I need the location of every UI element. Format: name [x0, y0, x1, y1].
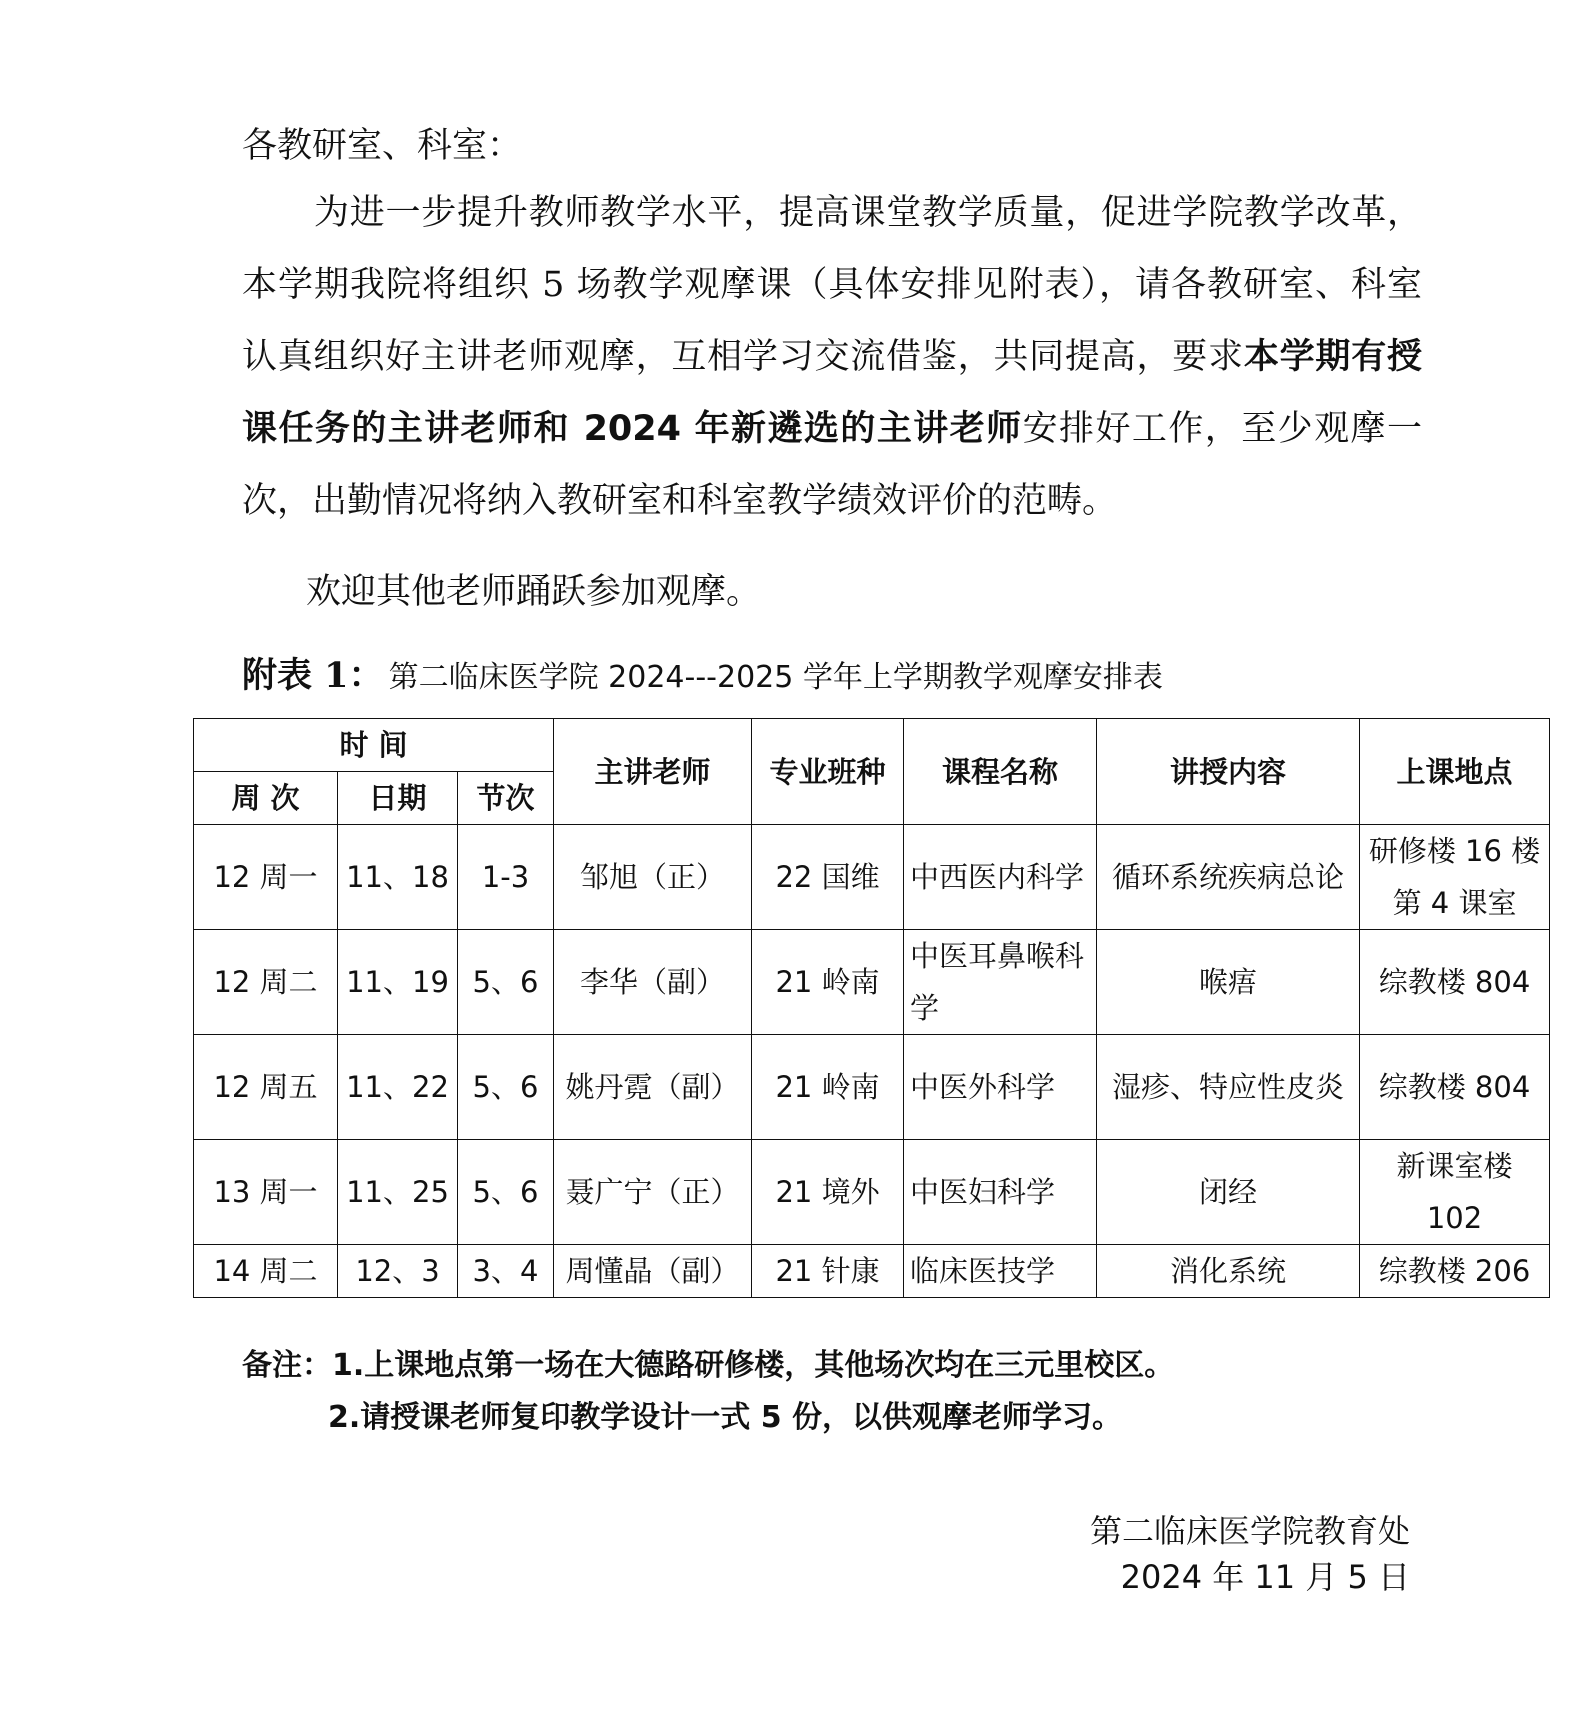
cell-date: 11、18 — [338, 825, 458, 930]
body-text-a: 为进一步提升教师教学水平，提高课堂教学质量，促进学院教学改革，本学期我院将组织 5 场教学观摩课（具体安排见附表），请各教研室、科室认真组织好主讲老师观摩，互相学习交流借鉴，共同提高，要求 — [242, 193, 1422, 377]
cell-period: 1-3 — [458, 825, 554, 930]
body-paragraph — [242, 177, 1422, 537]
header-course: 课程名称 — [904, 719, 1097, 825]
cell-location: 研修楼 16 楼第 4 课室 — [1360, 825, 1550, 930]
cell-content: 湿疹、特应性皮炎 — [1097, 1035, 1360, 1140]
header-week: 周 次 — [194, 772, 338, 825]
cell-course: 临床医技学 — [904, 1245, 1097, 1298]
header-teacher: 主讲老师 — [554, 719, 752, 825]
cell-class: 21 针康 — [752, 1245, 904, 1298]
cell-course: 中西医内科学 — [904, 825, 1097, 930]
annex-label: 附表 1： — [242, 655, 384, 696]
cell-period: 3、4 — [458, 1245, 554, 1298]
annex-title: 第二临床医学院 2024---2025 学年上学期教学观摩安排表 — [388, 660, 1163, 695]
cell-period: 5、6 — [458, 1035, 554, 1140]
header-location: 上课地点 — [1360, 719, 1550, 825]
welcome-line: 欢迎其他老师踊跃参加观摩。 — [306, 572, 762, 612]
header-period: 节次 — [458, 772, 554, 825]
body-text-c: 安排好工作，至少观摩一次，出勤情况将纳入教研室和科室教学绩效评价的范畴。 — [242, 409, 1422, 521]
cell-location: 综教楼 206 — [1360, 1245, 1550, 1298]
note-1: 备注：1.上课地点第一场在大德路研修楼，其他场次均在三元里校区。 — [242, 1348, 1175, 1383]
body-text-emphasis: 本学期有授课任务的主讲老师和 2024 年新遴选的主讲老师 — [242, 337, 1422, 449]
signature-date: 2024 年 11 月 5 日 — [1120, 1558, 1410, 1596]
cell-course: 中医外科学 — [904, 1035, 1097, 1140]
salutation: 各教研室、科室： — [242, 126, 523, 166]
annex-heading — [242, 654, 1163, 704]
cell-teacher: 聂广宁（正） — [554, 1140, 752, 1245]
signature-org: 第二临床医学院教育处 — [1089, 1512, 1410, 1550]
cell-location: 新课室楼 102 — [1360, 1140, 1550, 1245]
cell-class: 21 岭南 — [752, 1035, 904, 1140]
cell-week: 12 周五 — [194, 1035, 338, 1140]
cell-date: 11、25 — [338, 1140, 458, 1245]
schedule-table — [193, 718, 1550, 1298]
cell-week: 14 周二 — [194, 1245, 338, 1298]
cell-week: 12 周一 — [194, 825, 338, 930]
cell-date: 12、3 — [338, 1245, 458, 1298]
cell-course: 中医耳鼻喉科学 — [904, 930, 1097, 1035]
cell-class: 21 岭南 — [752, 930, 904, 1035]
cell-week: 12 周二 — [194, 930, 338, 1035]
cell-location: 综教楼 804 — [1360, 1035, 1550, 1140]
cell-teacher: 邹旭（正） — [554, 825, 752, 930]
note-2: 2.请授课老师复印教学设计一式 5 份，以供观摩老师学习。 — [328, 1400, 1123, 1435]
table-row — [194, 1140, 1550, 1245]
header-time: 时 间 — [194, 719, 554, 772]
header-date: 日期 — [338, 772, 458, 825]
table-row — [194, 1245, 1550, 1298]
header-row-1 — [194, 719, 1550, 772]
cell-class: 21 境外 — [752, 1140, 904, 1245]
cell-teacher: 李华（副） — [554, 930, 752, 1035]
cell-content: 循环系统疾病总论 — [1097, 825, 1360, 930]
cell-date: 11、22 — [338, 1035, 458, 1140]
table-row — [194, 930, 1550, 1035]
signature-block — [1090, 1508, 1410, 1600]
cell-week: 13 周一 — [194, 1140, 338, 1245]
cell-teacher: 周懂晶（副） — [554, 1245, 752, 1298]
cell-content: 消化系统 — [1097, 1245, 1360, 1298]
cell-content: 喉痦 — [1097, 930, 1360, 1035]
cell-content: 闭经 — [1097, 1140, 1360, 1245]
table-row — [194, 825, 1550, 930]
cell-course: 中医妇科学 — [904, 1140, 1097, 1245]
cell-period: 5、6 — [458, 1140, 554, 1245]
header-content: 讲授内容 — [1097, 719, 1360, 825]
cell-teacher: 姚丹霓（副） — [554, 1035, 752, 1140]
cell-location: 综教楼 804 — [1360, 930, 1550, 1035]
cell-period: 5、6 — [458, 930, 554, 1035]
cell-date: 11、19 — [338, 930, 458, 1035]
table-row — [194, 1035, 1550, 1140]
cell-class: 22 国维 — [752, 825, 904, 930]
notes-block — [242, 1340, 1174, 1444]
header-class: 专业班种 — [752, 719, 904, 825]
